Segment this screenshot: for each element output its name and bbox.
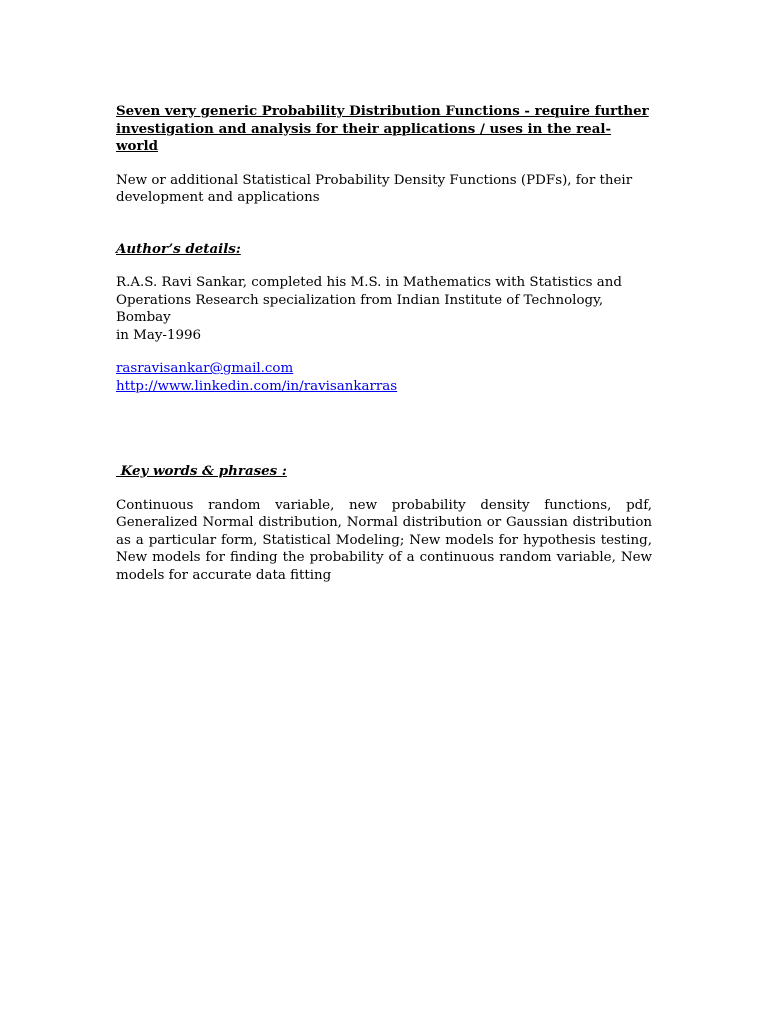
email-link[interactable]: rasravisankar@gmail.com: [116, 361, 294, 376]
author-details-heading: Author’s details:: [116, 240, 241, 257]
document-subtitle: New or additional Statistical Probability Density Functions (PDFs), for their development and applications: [116, 172, 633, 205]
linkedin-link[interactable]: http://www.linkedin.com/in/ravisankarras: [116, 378, 398, 394]
document-page: [116, 103, 652, 584]
keywords-text: Continuous random variable, new probability density functions, pdf, Generalized Normal distribution, Normal distribution or Gaussian distribution as a particular form, Statistical Modeling; New models for hypothesis testing, New models for finding the probability of a continuous random variable, New models for accurate data fitting: [116, 497, 652, 583]
author-contacts: [116, 360, 652, 395]
keywords-heading: Key words & phrases :: [116, 463, 287, 479]
document-title: Seven very generic Probability Distribution Functions - require further investigation and analysis for their applications / uses in the real-world: [116, 103, 649, 154]
author-description: R.A.S. Ravi Sankar, completed his M.S. in Mathematics with Statistics and Operations Research specialization from Indian Institute of Technology, Bombay in May-1996: [116, 275, 622, 343]
